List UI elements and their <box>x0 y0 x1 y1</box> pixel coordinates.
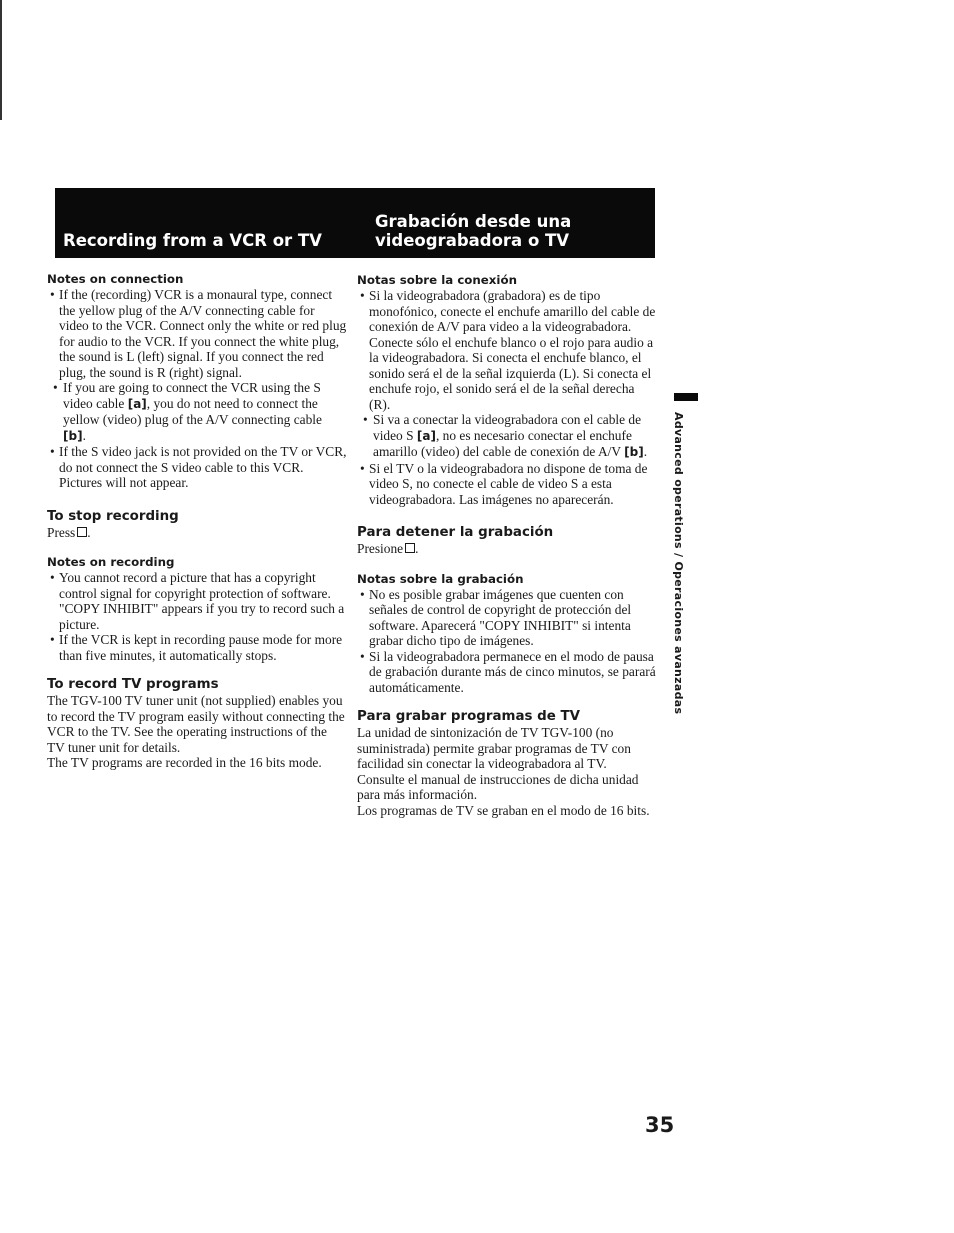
list-item <box>47 570 347 632</box>
banner-title-english: Recording from a VCR or TV <box>63 231 322 250</box>
list-item <box>357 412 657 461</box>
stop-text-end: . <box>87 524 91 540</box>
english-column <box>47 271 347 771</box>
list-item-text: Si va a conectar la videograbadora con el cable de video S <box>373 412 642 443</box>
figure-ref-a: [a] <box>416 428 436 443</box>
list-item <box>47 632 347 663</box>
figure-ref-a: [a] <box>127 396 147 411</box>
list-item-text: No es posible grabar imágenes que cuenten con señales de control de copyright de protección del software. Aparecerá "COPY INHIBIT" si intenta grabar dicho tipo de imágenes. <box>369 586 632 648</box>
stop-text: Presione <box>357 541 404 556</box>
connection-notes-list <box>47 287 347 491</box>
grabar-tv-paragraph-1: La unidad de sintonización de TV TGV-100 (no suministrada) permite grabar programas de TV con facilidad sin conectar la videograbadora al TV. Consulte el manual de instrucciones de dicha unidad para más información. <box>357 725 639 802</box>
record-tv-paragraph-1: The TGV-100 TV tuner unit (not supplied) enables you to record the TV program easily without connecting the VCR to the TV. See the operating instructions of the TV tuner unit for details. <box>47 693 345 755</box>
stop-recording-text <box>47 525 347 541</box>
stop-button-icon <box>77 527 87 537</box>
list-item-text: . <box>643 444 648 459</box>
list-item <box>357 587 657 649</box>
list-item-text: You cannot record a picture that has a copyright control signal for copyright protection of software. "COPY INHIBIT" appears if you try to record such a picture. <box>59 570 345 632</box>
banner-title-spanish-line1: Grabación desde una <box>375 212 572 231</box>
stop-text-end: . <box>415 541 419 556</box>
record-tv-heading: To record TV programs <box>47 677 219 692</box>
scan-edge-line <box>0 0 2 120</box>
notes-connection-heading: Notes on connection <box>47 272 184 286</box>
list-item-text: If the S video jack is not provided on the TV or VCR, do not connect the S video cable to this VCR. Pictures will not appear. <box>59 444 347 490</box>
side-tab-marker <box>674 393 698 401</box>
stop-recording-heading: To stop recording <box>47 508 179 524</box>
list-item <box>357 649 657 696</box>
list-item-text: If the (recording) VCR is a monaural type, connect the yellow plug of the A/V connecting cable for video to the VCR. Connect only the white or red plug for audio to the VCR. If you connect the white plug, the sound is L (left) signal. If you connect the red plug, the sound is R (right) signal. <box>59 287 347 380</box>
banner-title-spanish-line2: videograbadora o TV <box>375 231 570 250</box>
list-item-text: Si la videograbadora (grabadora) es de tipo monofónico, conecte el enchufe amarillo del cable de conexión de A/V para video a la videograbadora. Conecte sólo el enchufe blanco o el rojo para audio a la videograbadora. Si conecta el enchufe blanco, el sonido será el de la señal izquierda (L). Si conecta el enchufe rojo, el sonido será el de la señal derecha (R). <box>369 288 656 412</box>
side-section-label: Advanced operations / Operaciones avanzadas <box>672 412 685 715</box>
page-number: 35 <box>645 1113 675 1137</box>
list-item-text: . <box>82 427 86 443</box>
section-banner <box>55 188 655 258</box>
list-item <box>357 461 657 508</box>
stop-text: Press <box>47 524 76 540</box>
notas-grabacion-heading: Notas sobre la grabación <box>357 571 524 586</box>
spanish-column <box>357 272 657 818</box>
list-item-text: , you do not need to connect the yellow (video) plug of the A/V connecting cable <box>63 395 322 427</box>
recording-notes-list <box>47 570 347 663</box>
notas-conexion-heading: Notas sobre la conexión <box>357 273 517 287</box>
list-item <box>47 287 347 380</box>
detener-grabacion-text <box>357 541 657 557</box>
connection-notes-list-es <box>357 288 657 507</box>
recording-notes-list-es <box>357 587 657 696</box>
figure-ref-b: [b] <box>63 428 83 443</box>
list-item-text: , no es necesario conectar el enchufe amarillo (video) del cable de conexión de A/V <box>373 427 632 459</box>
list-item-text: If the VCR is kept in recording pause mode for more than five minutes, it automatically stops. <box>59 632 343 663</box>
figure-ref-b: [b] <box>624 445 644 459</box>
grabar-tv-heading: Para grabar programas de TV <box>357 709 580 724</box>
list-item <box>47 380 347 444</box>
banner-title-spanish <box>375 212 571 250</box>
list-item-text: Si la videograbadora permanece en el modo de pausa de grabación durante más de cinco minutos, se parará automáticamente. <box>369 648 656 695</box>
list-item <box>47 444 347 491</box>
list-item <box>357 288 657 412</box>
record-tv-paragraph-2: The TV programs are recorded in the 16 bits mode. <box>47 755 322 770</box>
list-item-text: If you are going to connect the VCR using the S video cable <box>63 380 321 411</box>
list-item-text: Si el TV o la videograbadora no dispone de toma de video S, no conecte el cable de video S a esta videograbadora. Las imágenes no aparecerán. <box>369 460 648 507</box>
stop-button-icon <box>405 543 415 553</box>
detener-grabacion-heading: Para detener la grabación <box>357 525 554 540</box>
grabar-tv-paragraph-2: Los programas de TV se graban en el modo de 16 bits. <box>357 802 650 818</box>
notes-recording-heading: Notes on recording <box>47 555 175 569</box>
